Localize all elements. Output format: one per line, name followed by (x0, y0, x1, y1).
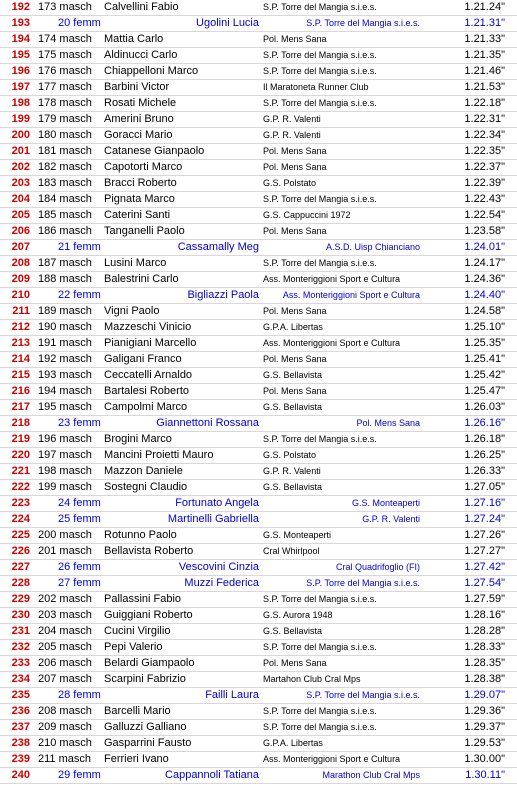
athlete-name-cell: Balestrini Carlo (104, 273, 179, 285)
table-row (0, 640, 517, 656)
position-cell: 208 (11, 257, 30, 269)
position-cell: 200 (11, 129, 30, 141)
athlete-name-cell: Cappannoli Tatiana (165, 769, 259, 781)
team-cell: A.S.D. Uisp Chianciano (325, 242, 420, 252)
table-row (0, 288, 517, 304)
position-cell: 201 (11, 145, 30, 157)
athlete-name-cell: Rotunno Paolo (104, 529, 177, 541)
table-row (0, 256, 517, 272)
category-rank-cell: 175 masch (38, 49, 92, 61)
athlete-name-cell: Calvellini Fabio (104, 1, 179, 13)
category-rank-cell: 185 masch (38, 209, 92, 221)
table-row (0, 96, 517, 112)
table-row (0, 656, 517, 672)
category-rank-cell: 176 masch (38, 65, 92, 77)
position-cell: 194 (11, 33, 30, 45)
category-rank-cell: 22 femm (58, 289, 101, 301)
table-row (0, 64, 517, 80)
category-rank-cell: 178 masch (38, 97, 92, 109)
category-rank-cell: 200 masch (38, 529, 92, 541)
team-cell: G.P. R. Valenti (263, 114, 321, 124)
table-row (0, 128, 517, 144)
category-rank-cell: 204 masch (38, 625, 92, 637)
position-cell: 222 (11, 481, 30, 493)
finish-time-cell: 1.22.34" (464, 129, 505, 141)
athlete-name-cell: Goracci Mario (104, 129, 173, 141)
position-cell: 198 (11, 97, 30, 109)
athlete-name-cell: Capotorti Marco (104, 161, 183, 173)
category-rank-cell: 189 masch (38, 305, 92, 317)
table-row (0, 608, 517, 624)
team-cell: G.S. Polstato (263, 178, 317, 188)
position-cell: 216 (11, 385, 30, 397)
position-cell: 223 (11, 497, 30, 509)
team-cell: G.S. Aurora 1948 (263, 610, 333, 620)
athlete-name-cell: Amerini Bruno (104, 113, 174, 125)
finish-time-cell: 1.21.46" (464, 65, 505, 77)
category-rank-cell: 182 masch (38, 161, 92, 173)
category-rank-cell: 179 masch (38, 113, 92, 125)
athlete-name-cell: Bigliazzi Paola (187, 289, 259, 301)
position-cell: 229 (11, 593, 30, 605)
team-cell: G.S. Bellavista (263, 370, 323, 380)
position-cell: 220 (11, 449, 30, 461)
team-cell: S.P. Torre del Mangia s.i.e.s. (263, 594, 377, 604)
finish-time-cell: 1.27.54" (464, 577, 505, 589)
category-rank-cell: 180 masch (38, 129, 92, 141)
finish-time-cell: 1.29.07" (464, 689, 505, 701)
category-rank-cell: 177 masch (38, 81, 92, 93)
team-cell: S.P. Torre del Mangia s.i.e.s. (263, 706, 377, 716)
category-rank-cell: 23 femm (58, 417, 101, 429)
table-row (0, 496, 517, 512)
table-row (0, 768, 517, 784)
athlete-name-cell: Tanganelli Paolo (104, 225, 185, 237)
team-cell: Cral Quadrifoglio (FI) (335, 562, 420, 572)
category-rank-cell: 24 femm (58, 497, 101, 509)
category-rank-cell: 202 masch (38, 593, 92, 605)
team-cell: G.S. Monteaperti (351, 498, 420, 508)
finish-time-cell: 1.22.37" (464, 161, 505, 173)
team-cell: S.P. Torre del Mangia s.i.e.s. (263, 258, 377, 268)
team-cell: S.P. Torre del Mangia s.i.e.s. (263, 66, 377, 76)
finish-time-cell: 1.21.53" (464, 81, 505, 93)
athlete-name-cell: Pignata Marco (104, 193, 175, 205)
finish-time-cell: 1.27.24" (464, 513, 505, 525)
category-rank-cell: 209 masch (38, 721, 92, 733)
finish-time-cell: 1.22.39" (464, 177, 505, 189)
finish-time-cell: 1.27.05" (464, 481, 505, 493)
finish-time-cell: 1.28.28" (464, 625, 505, 637)
position-cell: 214 (11, 353, 30, 365)
finish-time-cell: 1.26.03" (464, 401, 505, 413)
athlete-name-cell: Belardi Giampaolo (104, 657, 195, 669)
table-row (0, 48, 517, 64)
athlete-name-cell: Mancini Proietti Mauro (104, 449, 214, 461)
category-rank-cell: 197 masch (38, 449, 92, 461)
position-cell: 230 (11, 609, 30, 621)
finish-time-cell: 1.27.42" (464, 561, 505, 573)
category-rank-cell: 195 masch (38, 401, 92, 413)
finish-time-cell: 1.24.58" (464, 305, 505, 317)
position-cell: 219 (11, 433, 30, 445)
table-row (0, 752, 517, 768)
athlete-name-cell: Chiappelloni Marco (104, 65, 199, 77)
athlete-name-cell: Cucini Virgilio (104, 625, 171, 637)
team-cell: G.S. Cappuccini 1972 (263, 210, 351, 220)
category-rank-cell: 206 masch (38, 657, 92, 669)
table-row (0, 416, 517, 432)
table-row (0, 704, 517, 720)
athlete-name-cell: Barcelli Mario (104, 705, 171, 717)
table-row (0, 736, 517, 752)
finish-time-cell: 1.25.41" (464, 353, 505, 365)
position-cell: 239 (11, 753, 30, 765)
athlete-name-cell: Ceccatelli Arnaldo (104, 369, 193, 381)
position-cell: 199 (11, 113, 30, 125)
finish-time-cell: 1.23.58" (464, 225, 505, 237)
position-cell: 196 (11, 65, 30, 77)
position-cell: 240 (11, 769, 30, 781)
team-cell: Pol. Mens Sana (263, 34, 327, 44)
category-rank-cell: 183 masch (38, 177, 92, 189)
finish-time-cell: 1.24.17" (464, 257, 505, 269)
team-cell: S.P. Torre del Mangia s.i.e.s. (263, 50, 377, 60)
athlete-name-cell: Pallassini Fabio (104, 593, 182, 605)
finish-time-cell: 1.21.31" (464, 17, 505, 29)
team-cell: S.P. Torre del Mangia s.i.e.s. (306, 18, 420, 28)
team-cell: Pol. Mens Sana (263, 226, 327, 236)
position-cell: 217 (11, 401, 30, 413)
table-row (0, 224, 517, 240)
finish-time-cell: 1.25.10" (464, 321, 505, 333)
athlete-name-cell: Failli Laura (205, 689, 259, 701)
category-rank-cell: 208 masch (38, 705, 92, 717)
team-cell: G.P. R. Valenti (263, 466, 321, 476)
position-cell: 195 (11, 49, 30, 61)
category-rank-cell: 193 masch (38, 369, 92, 381)
finish-time-cell: 1.22.31" (464, 113, 505, 125)
finish-time-cell: 1.25.35" (464, 337, 505, 349)
athlete-name-cell: Muzzi Federica (184, 577, 259, 589)
position-cell: 232 (11, 641, 30, 653)
table-row (0, 16, 517, 32)
category-rank-cell: 29 femm (58, 769, 101, 781)
position-cell: 193 (11, 17, 30, 29)
finish-time-cell: 1.28.38" (464, 673, 505, 685)
finish-time-cell: 1.29.37" (464, 721, 505, 733)
position-cell: 218 (11, 417, 30, 429)
athlete-name-cell: Campolmi Marco (104, 401, 188, 413)
position-cell: 197 (11, 81, 30, 93)
category-rank-cell: 20 femm (58, 17, 101, 29)
table-row (0, 448, 517, 464)
athlete-name-cell: Gasparrini Fausto (104, 737, 192, 749)
position-cell: 238 (11, 737, 30, 749)
finish-time-cell: 1.29.36" (464, 705, 505, 717)
athlete-name-cell: Lusini Marco (104, 257, 167, 269)
position-cell: 225 (11, 529, 30, 541)
athlete-name-cell: Martinelli Gabriella (167, 513, 259, 525)
team-cell: S.P. Torre del Mangia s.i.e.s. (263, 642, 377, 652)
athlete-name-cell: Vigni Paolo (104, 305, 160, 317)
team-cell: Pol. Mens Sana (263, 162, 327, 172)
category-rank-cell: 196 masch (38, 433, 92, 445)
finish-time-cell: 1.24.40" (464, 289, 505, 301)
table-row (0, 720, 517, 736)
team-cell: Pol. Mens Sana (263, 354, 327, 364)
athlete-name-cell: Mattia Carlo (104, 33, 164, 45)
finish-time-cell: 1.27.26" (464, 529, 505, 541)
finish-time-cell: 1.30.00" (464, 753, 505, 765)
position-cell: 228 (11, 577, 30, 589)
table-row (0, 368, 517, 384)
category-rank-cell: 205 masch (38, 641, 92, 653)
team-cell: S.P. Torre del Mangia s.i.e.s. (306, 578, 420, 588)
athlete-name-cell: Brogini Marco (104, 433, 172, 445)
athlete-name-cell: Galigani Franco (104, 353, 182, 365)
team-cell: G.P.A. Libertas (263, 322, 323, 332)
table-row (0, 384, 517, 400)
athlete-name-cell: Caterini Santi (104, 209, 171, 221)
position-cell: 210 (11, 289, 30, 301)
position-cell: 192 (11, 1, 30, 13)
team-cell: G.P.A. Libertas (263, 738, 323, 748)
finish-time-cell: 1.25.42" (464, 369, 505, 381)
table-row (0, 208, 517, 224)
category-rank-cell: 187 masch (38, 257, 92, 269)
table-row (0, 592, 517, 608)
finish-time-cell: 1.21.35" (464, 49, 505, 61)
position-cell: 237 (11, 721, 30, 733)
finish-time-cell: 1.21.33" (464, 33, 505, 45)
finish-time-cell: 1.28.33" (464, 641, 505, 653)
team-cell: Ass. Monteriggioni Sport e Cultura (263, 274, 401, 284)
position-cell: 236 (11, 705, 30, 717)
table-row (0, 176, 517, 192)
finish-time-cell: 1.27.59" (464, 593, 505, 605)
finish-time-cell: 1.30.11" (465, 769, 505, 781)
athlete-name-cell: Bartalesi Roberto (104, 385, 189, 397)
team-cell: Ass. Monteriggioni Sport e Cultura (263, 754, 401, 764)
position-cell: 206 (11, 225, 30, 237)
team-cell: G.P. R. Valenti (362, 514, 420, 524)
table-row (0, 432, 517, 448)
category-rank-cell: 210 masch (38, 737, 92, 749)
table-row (0, 272, 517, 288)
finish-time-cell: 1.21.24" (464, 1, 505, 13)
category-rank-cell: 188 masch (38, 273, 92, 285)
position-cell: 234 (11, 673, 30, 685)
athlete-name-cell: Bellavista Roberto (104, 545, 194, 557)
team-cell: Cral Whirlpool (263, 546, 320, 556)
team-cell: Ass. Monteriggioni Sport e Cultura (263, 338, 401, 348)
table-row (0, 544, 517, 560)
position-cell: 235 (11, 689, 30, 701)
table-row (0, 480, 517, 496)
category-rank-cell: 211 masch (38, 753, 91, 765)
team-cell: S.P. Torre del Mangia s.i.e.s. (263, 194, 377, 204)
category-rank-cell: 191 masch (38, 337, 92, 349)
position-cell: 215 (11, 369, 30, 381)
table-row (0, 160, 517, 176)
team-cell: Pol. Mens Sana (356, 418, 420, 428)
team-cell: Il Maratoneta Runner Club (263, 82, 369, 92)
position-cell: 224 (11, 513, 30, 525)
athlete-name-cell: Scarpini Fabrizio (104, 673, 186, 685)
athlete-name-cell: Pianigiani Marcello (104, 337, 197, 349)
finish-time-cell: 1.26.18" (464, 433, 505, 445)
category-rank-cell: 194 masch (38, 385, 92, 397)
position-cell: 202 (11, 161, 30, 173)
position-cell: 203 (11, 177, 30, 189)
table-row (0, 240, 517, 256)
position-cell: 211 (12, 305, 30, 317)
category-rank-cell: 173 masch (38, 1, 92, 13)
table-row (0, 624, 517, 640)
category-rank-cell: 26 femm (58, 561, 101, 573)
table-row (0, 528, 517, 544)
finish-time-cell: 1.24.01" (464, 241, 505, 253)
athlete-name-cell: Fortunato Angela (175, 497, 259, 509)
category-rank-cell: 201 masch (38, 545, 92, 557)
table-row (0, 688, 517, 704)
table-row (0, 672, 517, 688)
athlete-name-cell: Pepi Valerio (104, 641, 163, 653)
table-row (0, 112, 517, 128)
category-rank-cell: 199 masch (38, 481, 92, 493)
athlete-name-cell: Mazzeschi Vinicio (104, 321, 192, 333)
athlete-name-cell: Galluzzi Galliano (104, 721, 187, 733)
athlete-name-cell: Cassamally Meg (177, 241, 259, 253)
finish-time-cell: 1.22.43" (464, 193, 505, 205)
finish-time-cell: 1.22.35" (464, 145, 505, 157)
finish-time-cell: 1.26.25" (464, 449, 505, 461)
category-rank-cell: 25 femm (58, 513, 101, 525)
finish-time-cell: 1.22.18" (464, 97, 505, 109)
team-cell: S.P. Torre del Mangia s.i.e.s. (263, 98, 377, 108)
team-cell: S.P. Torre del Mangia s.i.e.s. (263, 2, 377, 12)
team-cell: Pol. Mens Sana (263, 386, 327, 396)
position-cell: 233 (11, 657, 30, 669)
team-cell: Pol. Mens Sana (263, 146, 327, 156)
athlete-name-cell: Barbini Victor (104, 81, 170, 93)
table-row (0, 512, 517, 528)
team-cell: Marathon Club Cral Mps (322, 770, 420, 780)
table-row (0, 336, 517, 352)
table-row (0, 192, 517, 208)
category-rank-cell: 198 masch (38, 465, 92, 477)
position-cell: 231 (11, 625, 30, 637)
team-cell: G.S. Polstato (263, 450, 317, 460)
athlete-name-cell: Guiggiani Roberto (104, 609, 193, 621)
athlete-name-cell: Rosati Michele (104, 97, 177, 109)
position-cell: 227 (11, 561, 30, 573)
finish-time-cell: 1.24.36" (464, 273, 505, 285)
finish-time-cell: 1.22.54" (464, 209, 505, 221)
category-rank-cell: 207 masch (38, 673, 92, 685)
athlete-name-cell: Vescovini Cinzia (178, 561, 259, 573)
table-row (0, 560, 517, 576)
category-rank-cell: 192 masch (38, 353, 92, 365)
category-rank-cell: 203 masch (38, 609, 92, 621)
table-row (0, 464, 517, 480)
athlete-name-cell: Aldinucci Carlo (104, 49, 178, 61)
position-cell: 212 (11, 321, 30, 333)
table-row (0, 144, 517, 160)
category-rank-cell: 184 masch (38, 193, 92, 205)
team-cell: Martahon Club Cral Mps (263, 674, 361, 684)
finish-time-cell: 1.28.16" (464, 609, 505, 621)
category-rank-cell: 28 femm (58, 689, 101, 701)
table-row (0, 320, 517, 336)
category-rank-cell: 181 masch (38, 145, 92, 157)
category-rank-cell: 174 masch (38, 33, 92, 45)
athlete-name-cell: Sostegni Claudio (104, 481, 188, 493)
finish-time-cell: 1.28.35" (464, 657, 505, 669)
team-cell: G.S. Bellavista (263, 482, 323, 492)
position-cell: 209 (11, 273, 30, 285)
table-row (0, 576, 517, 592)
table-row (0, 352, 517, 368)
team-cell: Ass. Monteriggioni Sport e Cultura (282, 290, 420, 300)
athlete-name-cell: Bracci Roberto (104, 177, 177, 189)
team-cell: S.P. Torre del Mangia s.i.e.s. (306, 690, 420, 700)
team-cell: G.P. R. Valenti (263, 130, 321, 140)
finish-time-cell: 1.26.33" (464, 465, 505, 477)
table-row (0, 32, 517, 48)
athlete-name-cell: Mazzon Daniele (104, 465, 183, 477)
team-cell: Pol. Mens Sana (263, 306, 327, 316)
category-rank-cell: 186 masch (38, 225, 92, 237)
position-cell: 213 (11, 337, 30, 349)
position-cell: 205 (11, 209, 30, 221)
athlete-name-cell: Ugolini Lucia (196, 17, 259, 29)
athlete-name-cell: Ferrieri Ivano (104, 753, 169, 765)
team-cell: S.P. Torre del Mangia s.i.e.s. (263, 434, 377, 444)
position-cell: 226 (11, 545, 30, 557)
finish-time-cell: 1.26.16" (464, 417, 505, 429)
team-cell: Pol. Mens Sana (263, 658, 327, 668)
position-cell: 207 (11, 241, 30, 253)
table-row (0, 400, 517, 416)
athlete-name-cell: Catanese Gianpaolo (104, 145, 205, 157)
table-row (0, 80, 517, 96)
category-rank-cell: 190 masch (38, 321, 92, 333)
finish-time-cell: 1.29.53" (464, 737, 505, 749)
position-cell: 221 (11, 465, 30, 477)
table-row (0, 0, 517, 16)
athlete-name-cell: Giannettoni Rossana (156, 417, 259, 429)
category-rank-cell: 21 femm (58, 241, 101, 253)
position-cell: 204 (11, 193, 30, 205)
team-cell: S.P. Torre del Mangia s.i.e.s. (263, 722, 377, 732)
table-row (0, 304, 517, 320)
category-rank-cell: 27 femm (58, 577, 101, 589)
team-cell: G.S. Bellavista (263, 626, 323, 636)
finish-time-cell: 1.25.47" (464, 385, 505, 397)
team-cell: G.S. Monteaperti (263, 530, 332, 540)
team-cell: G.S. Bellavista (263, 402, 323, 412)
finish-time-cell: 1.27.16" (464, 497, 505, 509)
finish-time-cell: 1.27.27" (464, 545, 505, 557)
